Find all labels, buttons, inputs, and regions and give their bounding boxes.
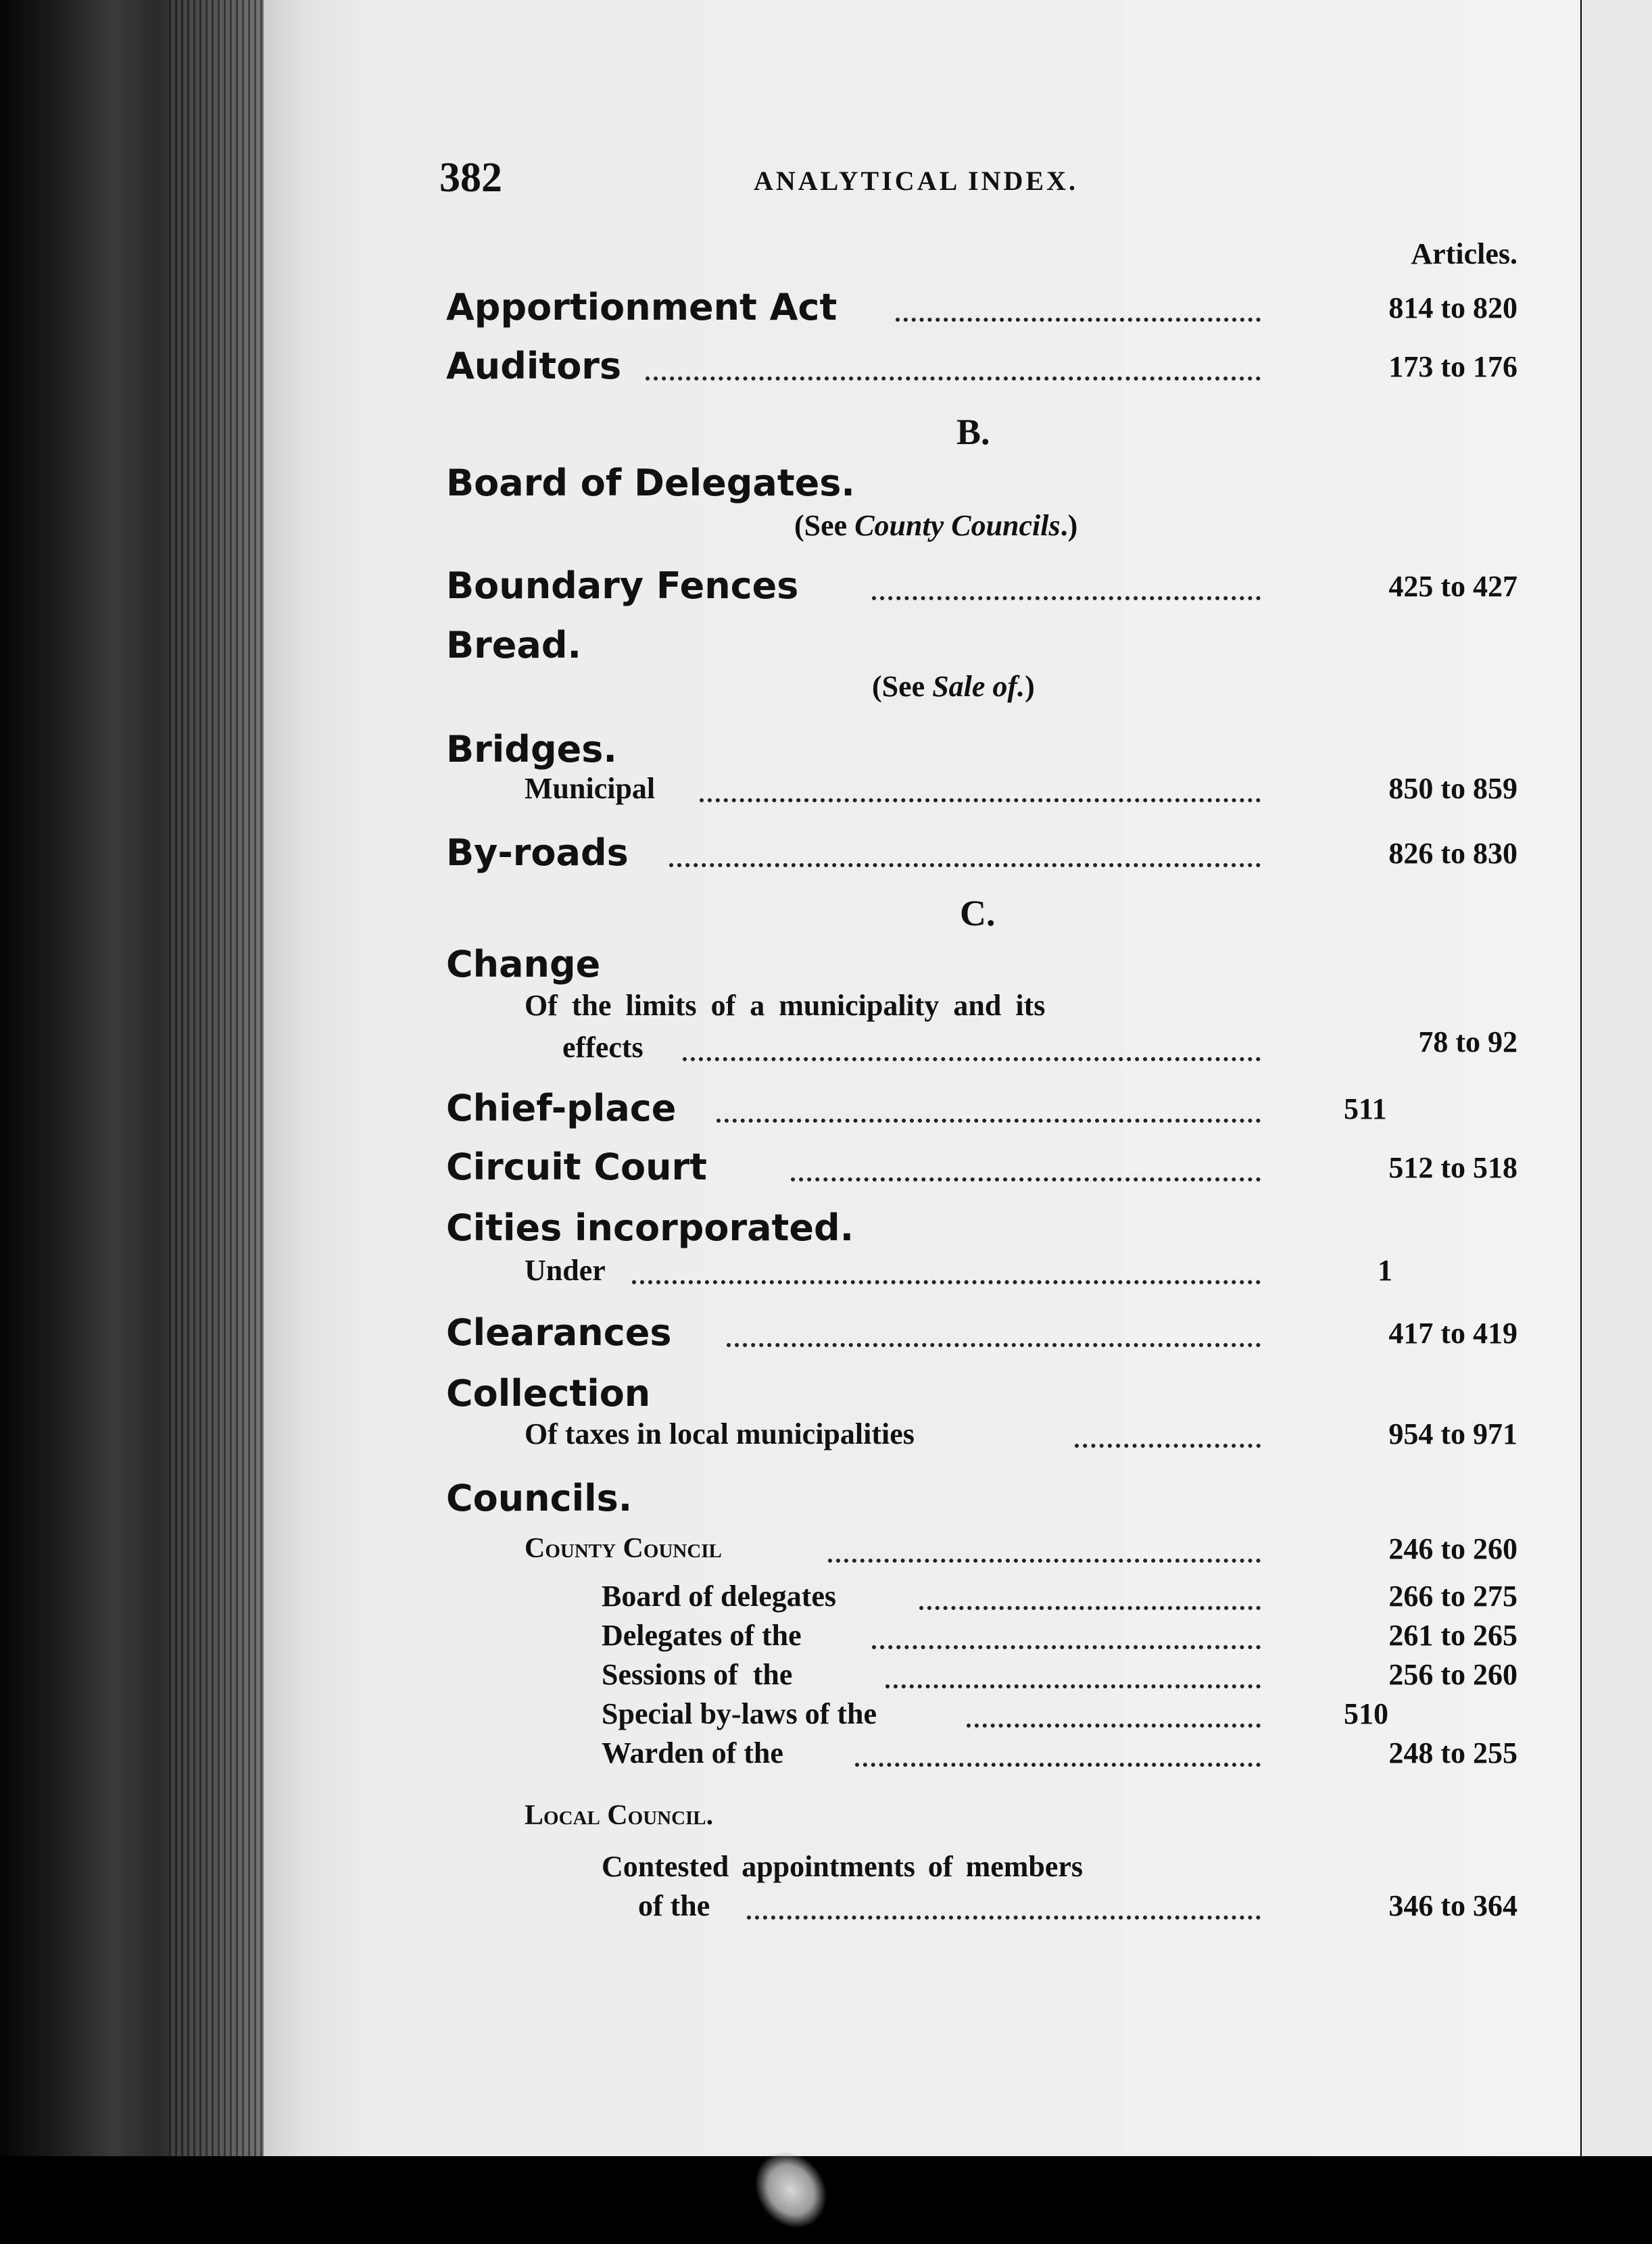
leader-dots [747, 1911, 1261, 1920]
subsubentry-label-line1: Contested appointments of members [602, 1850, 1084, 1883]
article-range: 826 to 830 [1388, 837, 1517, 870]
article-range: 512 to 518 [1388, 1151, 1517, 1184]
leader-dots [828, 1555, 1261, 1563]
leader-dots [885, 1680, 1261, 1688]
article-range: 78 to 92 [1418, 1025, 1517, 1058]
index-subsubentry [0, 1738, 1652, 1779]
see-reference [794, 508, 1077, 543]
entry-heading: By-roads [446, 831, 629, 874]
entry-heading: Bridges. [446, 728, 617, 771]
leader-dots [855, 1759, 1261, 1767]
leader-dots [632, 1276, 1261, 1284]
see-prefix: (See [872, 670, 933, 703]
article-range: 850 to 859 [1388, 772, 1517, 805]
index-entry [0, 728, 1652, 772]
leader-dots [683, 1053, 1261, 1061]
subsubentry-label: Board of delegates [602, 1580, 837, 1613]
see-prefix: (See [794, 509, 855, 542]
index-subentry [0, 1801, 1652, 1842]
article-range: 511 [1344, 1092, 1387, 1125]
index-entry [0, 1477, 1652, 1521]
entry-heading: Cities incorporated. [446, 1206, 854, 1249]
entry-heading: Bread. [446, 624, 582, 666]
leader-dots [791, 1173, 1261, 1181]
entry-heading: Collection [446, 1372, 651, 1415]
index-entry [0, 345, 1652, 389]
index-subsubentry [0, 1891, 1652, 1932]
index-entry [0, 462, 1652, 506]
subentry-label-line1: Of the limits of a municipality and its [525, 989, 1046, 1022]
page-number: 382 [439, 155, 502, 201]
section-letter: C. [960, 893, 996, 933]
entry-heading: Boundary Fences [446, 564, 799, 607]
article-range: 173 to 176 [1388, 350, 1517, 383]
leader-dots [646, 372, 1261, 381]
entry-heading: Councils. [446, 1477, 633, 1519]
index-entry [0, 831, 1652, 875]
index-entry [0, 1087, 1652, 1131]
see-suffix: .) [1060, 509, 1078, 542]
index-entry [0, 564, 1652, 608]
leader-dots [919, 1602, 1261, 1610]
article-range: 246 to 260 [1388, 1532, 1517, 1565]
article-range: 425 to 427 [1388, 570, 1517, 603]
subentry-label: Local Council. [525, 1800, 714, 1831]
article-range: 1 [1378, 1254, 1392, 1287]
subsubentry-label-line2: of the [638, 1889, 710, 1922]
index-entry [0, 1372, 1652, 1416]
index-subentry [0, 1534, 1652, 1575]
index-entry [0, 1311, 1652, 1355]
article-range: 266 to 275 [1388, 1580, 1517, 1613]
subsubentry-label: Special by-laws of the [602, 1697, 877, 1730]
subsubentry-label: Delegates of the [602, 1619, 802, 1652]
leader-dots [896, 314, 1261, 322]
article-range: 954 to 971 [1388, 1417, 1517, 1450]
index-subsubentry [0, 1582, 1652, 1622]
subsubentry-label: Warden of the [602, 1736, 783, 1770]
subsubentry-label: Sessions of the [602, 1658, 793, 1691]
subentry-label: Of taxes in local municipalities [525, 1417, 915, 1450]
index-subsubentry [0, 1621, 1652, 1661]
index-entry [0, 1206, 1652, 1250]
index-entry [0, 943, 1652, 987]
index-entry [0, 624, 1652, 668]
entry-heading: Apportionment Act [446, 286, 837, 328]
article-range: 261 to 265 [1388, 1619, 1517, 1652]
entry-heading: Clearances [446, 1311, 672, 1354]
subentry-label: Under [525, 1254, 606, 1287]
see-suffix: ) [1025, 670, 1035, 703]
see-reference [872, 669, 1035, 704]
article-range: 814 to 820 [1388, 291, 1517, 324]
article-range: 346 to 364 [1388, 1889, 1517, 1922]
entry-heading: Chief-place [446, 1087, 677, 1129]
section-letter: B. [956, 412, 990, 452]
running-head: ANALYTICAL INDEX. [754, 166, 1078, 196]
index-entry [0, 1146, 1652, 1190]
entry-heading: Circuit Court [446, 1146, 707, 1188]
article-range: 417 to 419 [1388, 1317, 1517, 1350]
leader-dots [669, 859, 1261, 867]
see-target: Sale of. [932, 670, 1025, 703]
index-subentry [0, 1025, 1652, 1073]
index-subsubentry [0, 1660, 1652, 1701]
leader-dots [967, 1719, 1261, 1728]
index-subentry [0, 1419, 1652, 1460]
leader-dots [1075, 1440, 1261, 1448]
leader-dots [716, 1115, 1261, 1123]
see-target: County Councils [854, 509, 1061, 542]
subentry-label-line2: effects [562, 1031, 643, 1064]
leader-dots [700, 794, 1261, 802]
article-range: 510 [1344, 1697, 1388, 1730]
subentry-label: Municipal [525, 772, 656, 805]
index-entry [0, 286, 1652, 330]
index-subentry [0, 774, 1652, 814]
subentry-label: County Council [525, 1533, 722, 1564]
article-range: 248 to 255 [1388, 1736, 1517, 1770]
index-subsubentry [0, 1699, 1652, 1740]
leader-dots [727, 1339, 1261, 1347]
entry-heading: Auditors [446, 345, 622, 387]
articles-column-label: Articles. [1411, 237, 1517, 270]
index-subentry [0, 1256, 1652, 1296]
leader-dots [872, 1641, 1261, 1649]
entry-heading: Change [446, 943, 601, 985]
leader-dots [872, 592, 1261, 600]
article-range: 256 to 260 [1388, 1658, 1517, 1691]
entry-heading: Board of Delegates. [446, 462, 855, 504]
